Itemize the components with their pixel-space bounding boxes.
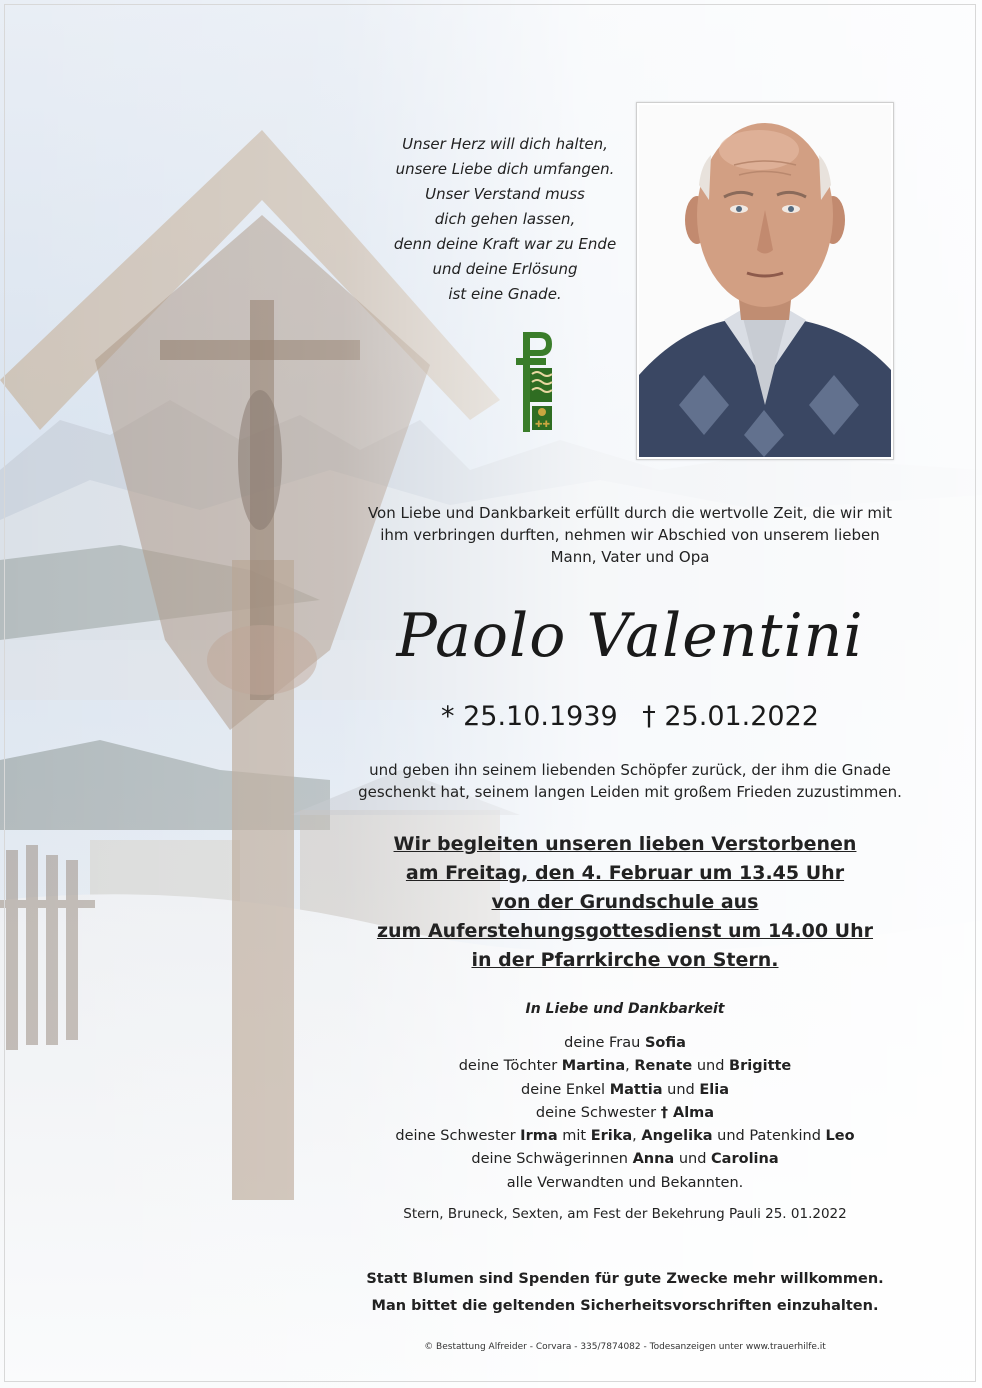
poem-line: Unser Verstand muss bbox=[425, 185, 585, 203]
mourner-name: Renate bbox=[634, 1058, 693, 1075]
life-dates bbox=[300, 698, 960, 736]
mourner-line bbox=[300, 1148, 950, 1171]
birth-date: * 25.10.1939 bbox=[441, 701, 618, 732]
outro-line: geschenkt hat, seinem langen Leiden mit großem Frieden zuzustimmen. bbox=[358, 783, 902, 801]
mourner-relation: deine Frau bbox=[564, 1035, 645, 1051]
mourner-relation: und bbox=[692, 1058, 730, 1075]
outro-line: und geben ihn seinem liebenden Schöpfer zurück, der ihm die Gnade bbox=[369, 761, 891, 779]
deceased-name: Paolo Valentini bbox=[396, 601, 864, 671]
mourner-line bbox=[300, 1125, 950, 1148]
mourner-name: Carolina bbox=[711, 1151, 779, 1168]
svg-text:✚✚: ✚✚ bbox=[535, 420, 551, 430]
mourner-relation: , bbox=[625, 1058, 635, 1075]
christian-symbol-icon bbox=[516, 328, 556, 436]
mourner-name: Anna bbox=[632, 1151, 675, 1168]
poem bbox=[340, 132, 670, 307]
funeral-line: Wir begleiten unseren lieben Verstorbenen bbox=[393, 833, 857, 855]
mourner-line bbox=[300, 1079, 950, 1102]
mourner-line bbox=[300, 1172, 950, 1195]
footer-credit: © Bestattung Alfreider - Corvara - 335/7874082 - Todesanzeigen unter www.trauerhilfe.it bbox=[424, 1342, 826, 1352]
mourner-line bbox=[300, 1102, 950, 1125]
intro-line: Von Liebe und Dankbarkeit erfüllt durch die wertvolle Zeit, die wir mit bbox=[367, 504, 893, 522]
funeral-line: von der Grundschule aus bbox=[491, 891, 759, 913]
mourner-name: Erika bbox=[590, 1128, 633, 1145]
mourners-heading: In Liebe und Dankbarkeit bbox=[525, 1001, 725, 1017]
mourner-name: Elia bbox=[699, 1081, 729, 1098]
poem-line: ist eine Gnade. bbox=[448, 285, 562, 303]
mourner-name: Martina bbox=[561, 1058, 626, 1075]
mourner-relation: deine Enkel bbox=[521, 1081, 610, 1098]
mourner-relation: deine Schwägerinnen bbox=[471, 1151, 633, 1168]
mourner-relation: und bbox=[674, 1151, 712, 1168]
mourners-list bbox=[300, 1032, 950, 1195]
notice bbox=[300, 1266, 950, 1320]
mourner-name: Sofia bbox=[644, 1035, 686, 1051]
place-and-date: Stern, Bruneck, Sexten, am Fest der Bekehrung Pauli 25. 01.2022 bbox=[403, 1206, 847, 1222]
portrait-photo bbox=[639, 105, 891, 457]
mourner-relation: und Patenkind bbox=[712, 1128, 826, 1145]
mourner-relation: deine Schwester bbox=[395, 1128, 521, 1145]
outro-text bbox=[300, 759, 960, 803]
mourner-name: Angelika bbox=[641, 1128, 713, 1145]
poem-line: unsere Liebe dich umfangen. bbox=[395, 160, 615, 178]
intro-line: Mann, Vater und Opa bbox=[550, 548, 710, 566]
death-date: † 25.01.2022 bbox=[642, 701, 819, 732]
poem-line: Unser Herz will dich halten, bbox=[402, 135, 608, 153]
mourner-relation: und bbox=[662, 1081, 700, 1098]
funeral-line: am Freitag, den 4. Februar um 13.45 Uhr bbox=[405, 862, 845, 884]
mourner-relation: , bbox=[632, 1128, 642, 1145]
intro-text bbox=[300, 502, 960, 568]
portrait-frame bbox=[636, 102, 894, 460]
mourner-name: Leo bbox=[825, 1128, 855, 1145]
poem-line: und deine Erlösung bbox=[432, 260, 578, 278]
intro-line: ihm verbringen durften, nehmen wir Abschied von unserem lieben bbox=[380, 526, 880, 544]
mourner-relation: deine Schwester bbox=[535, 1104, 661, 1121]
funeral-line: zum Auferstehungsgottesdienst um 14.00 Uhr bbox=[376, 920, 874, 942]
mourner-line bbox=[300, 1055, 950, 1078]
notice-line: Man bittet die geltenden Sicherheitsvorschriften einzuhalten. bbox=[371, 1298, 879, 1314]
poem-line: dich gehen lassen, bbox=[434, 210, 576, 228]
mourner-relation: mit bbox=[557, 1128, 591, 1145]
mourner-relation: alle Verwandten und Bekannten. bbox=[506, 1174, 744, 1191]
mourner-relation: deine Töchter bbox=[458, 1058, 562, 1075]
poem-line: denn deine Kraft war zu Ende bbox=[393, 235, 617, 253]
mourner-name: † Alma bbox=[660, 1104, 715, 1121]
mourner-name: Mattia bbox=[609, 1081, 663, 1098]
notice-line: Statt Blumen sind Spenden für gute Zwecke mehr willkommen. bbox=[366, 1271, 884, 1287]
funeral-announcement bbox=[300, 830, 950, 975]
mourner-name: Irma bbox=[520, 1128, 558, 1145]
funeral-line: in der Pfarrkirche von Stern. bbox=[471, 949, 779, 971]
mourner-name: Brigitte bbox=[729, 1058, 792, 1075]
mourner-line bbox=[300, 1032, 950, 1055]
